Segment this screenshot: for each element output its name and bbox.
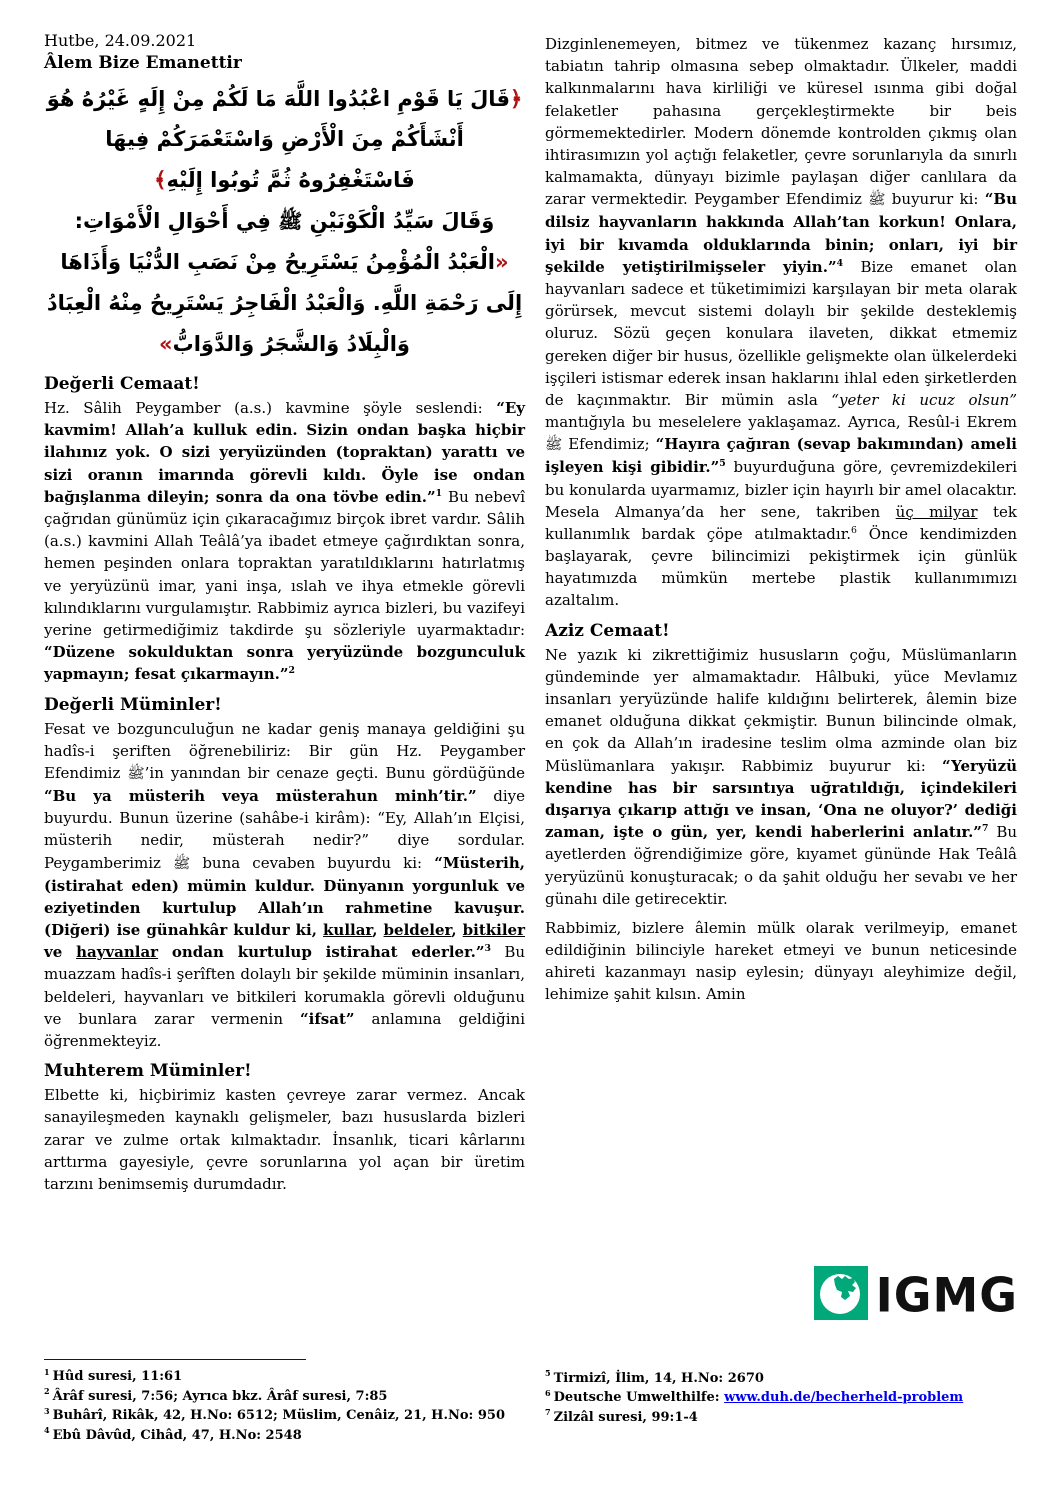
paragraph-halife: Ne yazık ki zikrettiğimiz hususların çoğu, Müslümanların gündeminde yer almamaktadır. Hâlbuki, yüce Mevlamız insanları yeryüzünde halife kıldığını belirterek, âlemin bize emanet olduğuna dikkat çekmiştir. Bunun bilincinde olmak, en çok da Allah’ın iradesine teslim olma azminde olan biz Müslümanlara yakışır. Rabbimiz buyurur ki: “Yeryüzü kendine has bir sarsıntıya uğratıldığı, içindekileri dışarıya çıkarıp attığı ve insan, ‘Ona ne oluyor?’ dediği zaman, işte o gün, yer, kendi haberlerini anlatır.”$^7$ Bu ayetlerden öğrendiğimize göre, kıyamet gününde Hak Teâlâ yeryüzünü konuşturacak; o da şahit olduğu her sevabı ve her günahı dile getirecektir. — [545, 645, 1018, 908]
paragraph-cevre-zarar: Elbette ki, hiçbirimiz kasten çevreye zarar vermez. Ancak sanayileşmeden kaynaklı gelişmeler, bazı hususlarda bizleri zarar ve zulme ortak kılmaktadır. İnsanlık, ticari kârlarını arttırma gayesiyle, çevre sorunlarına yol açan bir üretim tarzını benimsemiş durumdadır. — [44, 1086, 525, 1193]
arabic-hadith: وَقَالَ سَيِّدُ الْكَوْنَيْنِ ﷺ فِي أَحْوَالِ الْأَمْوَاتِ: «الْعَبْدُ الْمُؤْمِنُ يَسْتَرِيحُ مِنْ نَصَبِ الدُّنْيَا وَأَذَاهَا إِلَى رَحْمَةِ اللَّهِ. وَالْعَبْدُ الْفَاجِرُ يَسْتَرِيحُ مِنْهُ الْعِبَادُ وَالْبِلَادُ وَالشَّجَرُ وَالدَّوَابُّ» — [46, 209, 523, 357]
footnote-text: Buhârî, Rikâk, 42, H.No: 6512; Müslim, Cenâiz, 21, H.No: 950 — [52, 1408, 506, 1423]
arabic-verse: ﴿قَالَ يَا قَوْمِ اعْبُدُوا اللَّهَ مَا لَكُمْ مِنْ إِلَهٍ غَيْرُهُ هُوَ أَنْشَأَكُمْ مِنَ الْأَرْضِ وَاسْتَعْمَرَكُمْ فِيهَا فَاسْتَغْفِرُوهُ ثُمَّ تُوبُوا إِلَيْهِ﴾ — [46, 86, 523, 193]
footnote-ref: 4 — [836, 257, 844, 269]
footnote-separator — [44, 1359, 306, 1360]
footnote-ref: 5 — [719, 458, 726, 470]
section-heading-muhterem-muminler: Muhterem Müminler! — [44, 1061, 252, 1082]
paragraph-salih-call: Hz. Sâlih Peygamber (a.s.) kavmine şöyle seslendi: “Ey kavmim! Allah’a kulluk edin. Sizin ondan başka hiçbir ilahınız yok. O sizi yeryüzünden (topraktan) yarattı ve sizi oranın imarında görevli kıldı. Öyle ise ondan bağışlanma dileyin; sonra da ona tövbe edin.”$^1$ Bu nebevî çağrıdan günümüz için çıkaracağımız birçok ibret vardır. Sâlih (a.s.) kavmini Allah Teâlâ’ya ibadet etmeye çağırdıktan sonra, hemen peşinden onlara topraktan yaratıldıklarını hatırlatmış ve yeryüzünü imar, yani inşa, ıslah ve ihya etmekle görevli kılındıklarını vurgulamıştır. Rabbimiz ayrıca bizleri, bu vazifeyi yerine getirmediğimiz takdirde şu sözleriyle uyarmaktadır: “Düzene sokulduktan sonra yeryüzünde bozgunculuk yapmayın; fesat çıkarmayın.”$^2$ — [44, 399, 525, 684]
footnote-text: Tirmizî, İlim, 14, H.No: 2670 — [553, 1370, 764, 1386]
footnote-text: Hûd suresi, 11:61 — [52, 1369, 183, 1384]
footnote-number: 7 — [545, 1407, 551, 1418]
section-heading-degerli-cemaat: Değerli Cemaat! — [44, 374, 200, 395]
footnote-number: 5 — [545, 1368, 551, 1379]
paragraph-kazanc-hirsi: Dizginlenemeyen, bitmez ve tükenmez kazanç hırsımız, tabiatın tahrip olmasına sebep olmaktadır. Ülkeler, maddi kalkınmalarını hava kirliliği ve küresel ısınma gibi doğal felaketler pahasına gerçekleştirmekte bir beis görmemektedirler. Modern dönemde kontrolden çıkmış olan ihtirasımızın yol açtığı felaketler, çevre sorunlarıyla da sınırlı kalmamakta, dünyayı bizimle paylaşan diğer canlılara da zarar vermektedir. Peygamber Efendimiz ﷺ buyurur ki: “Bu dilsiz hayvanların hakkında Allah’tan korkun! Onlara, iyi bir kıvamda olduklarında binin; onları, iyi bir şekilde yetiştirilmişseler yiyin.”$^4$ Bize emanet olan hayvanları sadece et tüketimimizi karşılayan bir meta olarak görürsek, mevcut sistemi dolaylı bir şekilde desteklemiş oluruz. Sözü geçen konulara ilaveten, dikkat etmemiz gereken diğer bir husus, özellikle gelişmekte olan ülkelerdeki işçileri istismar ederek insan haklarını ihlal eden şirketlerden de kaçınmaktır. Bir mümin asla “yeter ki ucuz olsun” mantığıyla bu meselelere yaklaşamaz. Ayrıca, Resûl-i Ekrem ﷺ Efendimiz; “Hayıra çağıran (sevap bakımından) ameli işleyen kişi gibidir.”$^5$ buyurduğuna göre, çevremizdekileri bu konularda uyarmamız, bizler için hayırlı bir amel olacaktır. Mesela Almanya’da her sene, takriben üç milyar tek kullanımlık bardak çöpe atılmaktadır.$^6$ Önce kendimizden başlayarak, çevre bilincimizi pekiştirmek için günlük hayatımızda mümkün mertebe plastik kullanımımızı azaltalım. — [545, 35, 1017, 610]
footnote-4 — [44, 1426, 525, 1446]
footnote-number: 1 — [44, 1366, 50, 1377]
footnote-ref: 3 — [484, 943, 491, 955]
footnote-ref: 7 — [981, 823, 989, 835]
footnote-7 — [545, 1408, 1017, 1428]
footnote-3 — [44, 1406, 525, 1426]
paragraph-musterih-hadith: Fesat ve bozgunculuğun ne kadar geniş manaya geldiğini şu hadîs-i şeriften öğrenebiliriz: Bir gün Hz. Peygamber Efendimiz ﷺ’in yanından bir cenaze geçti. Bunu gördüğünde “Bu ya müsterih veya müsterahun minh’tir.” diye buyurdu. Bunun üzerine (sahâbe-i kirâm): “Ey, Allah’ın Elçisi, müsterih nedir, müsterah nedir?” diye sordular. Peygamberimiz ﷺ buna cevaben buyurdu ki: “Müsterih, (istirahat eden) mümin kuldur. Dünyanın yorgunluk ve eziyetinden kurtulup Allah’ın rahmetine kavuşur. (Diğeri) ise günahkâr kuldur ki, kullar, beldeler, bitkiler ve hayvanlar ondan kurtulup istirahat ederler.”$^3$ Bu muazzam hadîs-i şerîften dolaylı bir şekilde müminin insanları, beldeleri, hayvanları ve bitkileri korumakla görevli olduğunu ve bunlara zarar vermenin “ifsat” anlamına geldiğini öğrenmekteyiz. — [44, 719, 525, 1050]
arabic-quote-block — [44, 79, 525, 366]
left-column — [44, 30, 525, 1202]
footnote-text: Zilzâl suresi, 99:1-4 — [553, 1409, 698, 1425]
footnote-ref: 2 — [288, 665, 295, 677]
footnote-number: 6 — [545, 1387, 551, 1398]
page-title: Âlem Bize Emanettir — [44, 52, 242, 73]
right-column — [545, 33, 1017, 1013]
footnote-6 — [545, 1388, 1017, 1408]
footnote-text: Ebû Dâvûd, Cihâd, 47, H.No: 2548 — [52, 1427, 302, 1443]
igmg-crescent-map-icon — [814, 1266, 868, 1324]
igmg-logo-text: IGMG — [875, 1267, 1018, 1323]
footnote-text: Ârâf suresi, 7:56; Ayrıca bkz. Ârâf suresi, 7:85 — [52, 1388, 388, 1404]
paragraph-dua-amin: Rabbimiz, bizlere âlemin mülk olarak verilmeyip, emanet edildiğinin bilinciyle hareket etmeyi ve bunun neticesinde ahireti kazanmayı nasip eylesin; dünyayı aleyhimize değil, lehimize şahit kılsın. Amin — [545, 918, 1017, 1004]
footnote-ref: 6 — [851, 524, 857, 536]
footnote-link[interactable]: www.duh.de/becherheld-problem — [724, 1390, 964, 1405]
igmg-logo — [814, 1266, 1018, 1324]
footnotes-right — [545, 1369, 1017, 1428]
footnote-1 — [44, 1367, 525, 1387]
section-heading-aziz-cemaat: Aziz Cemaat! — [545, 620, 670, 641]
document-date: Hutbe, 24.09.2021 — [44, 31, 197, 50]
footnote-text: Deutsche Umwelthilfe: www.duh.de/becherheld-problem — [553, 1390, 964, 1405]
footnote-ref: 1 — [435, 487, 443, 499]
footnote-number: 2 — [44, 1386, 50, 1397]
footnote-5 — [545, 1369, 1017, 1389]
footnotes-left — [44, 1359, 525, 1445]
footnote-number: 4 — [44, 1425, 50, 1436]
section-heading-degerli-muminler: Değerli Müminler! — [44, 694, 222, 715]
footnote-number: 3 — [44, 1405, 50, 1416]
footnote-2 — [44, 1387, 525, 1407]
